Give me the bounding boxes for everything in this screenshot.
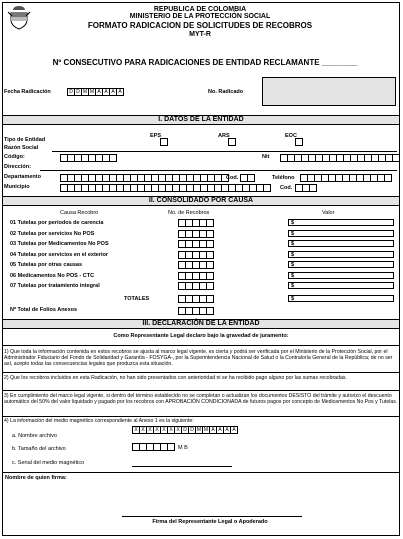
input-cell[interactable]: D [74, 88, 82, 96]
cause-row-label: 05 Tutelas por otras causas [10, 262, 83, 268]
section-3-title: III. DECLARACIÓN DE LA ENTIDAD [3, 319, 399, 329]
divider [3, 472, 399, 473]
input-cell[interactable] [109, 154, 117, 162]
input-cell[interactable]: A [223, 426, 231, 434]
nit-label: Nit [262, 154, 270, 160]
declaracion-p3 [4, 393, 398, 405]
input-cell[interactable]: M [203, 427, 209, 433]
razon-social-line[interactable] [52, 151, 397, 152]
cause-row-label: 01 Tutelas por períodos de carencia [10, 220, 104, 226]
eps-checkbox[interactable] [160, 138, 168, 146]
no-radicado-label: No. Radicado [208, 89, 244, 95]
header-line-1: REPUBLICA DE COLOMBIA [153, 6, 247, 13]
input-cell[interactable]: A [116, 88, 124, 96]
cause-row-label: 06 Medicamentos No POS - CTC [10, 272, 95, 279]
cause-row-count-cells[interactable] [178, 230, 214, 238]
departamento-cells[interactable] [60, 174, 229, 182]
tipo-entidad-label: Tipo de Entidad [4, 137, 46, 143]
tamano-archivo-label: b. Tamaño del archivo [12, 446, 66, 452]
section-1-title: I. DATOS DE LA ENTIDAD [3, 115, 399, 125]
cause-row-count-cells[interactable] [178, 272, 214, 280]
input-cell[interactable] [206, 230, 214, 238]
input-cell[interactable]: A [230, 426, 238, 434]
form-code: MYT-R [189, 31, 211, 38]
input-cell[interactable] [206, 219, 214, 227]
declaracion-p4: 4) La información del medio magnético correspondiente al Anexo 1 es la siguiente: [4, 418, 194, 424]
cause-row-count-cells[interactable] [178, 261, 214, 269]
firma-line[interactable] [122, 516, 302, 517]
form-title: FORMATO RADICACION DE SOLICITUDES DE RECOBROS [87, 21, 313, 30]
input-cell[interactable] [309, 184, 317, 192]
input-cell[interactable]: D [188, 426, 196, 434]
input-cell[interactable]: D [181, 426, 189, 434]
input-cell[interactable] [206, 295, 214, 303]
codigo-cells[interactable] [60, 154, 117, 162]
cause-row-count-cells[interactable] [178, 282, 214, 290]
direccion-label: Dirección: [4, 164, 31, 170]
fecha-radicacion-label: Fecha Radicación [4, 89, 51, 95]
input-cell[interactable]: X [132, 426, 140, 434]
no-radicado-box[interactable] [262, 77, 396, 106]
divider [3, 345, 399, 346]
input-cell[interactable] [206, 251, 214, 259]
cause-row-label: 07 Tutelas por tratamiento integral [10, 283, 100, 289]
input-cell[interactable] [167, 443, 175, 451]
valor-header: Valor [322, 210, 335, 216]
tamano-archivo-cells[interactable] [132, 443, 175, 451]
nombre-archivo-label: a. Nombre archivo [12, 433, 57, 439]
codigo-label: Código: [4, 154, 25, 160]
no-recobros-header: No. de Recobros [168, 210, 210, 216]
consecutivo-label: Nº CONSECUTIVO PARA RADICACIONES DE ENTIDAD RECLAMANTE ________ [52, 58, 358, 67]
divider [3, 416, 399, 417]
causa-recobro-header: Causa Recobro [60, 210, 99, 216]
razon-social-label: Razón Social [4, 145, 39, 151]
input-cell[interactable] [206, 261, 214, 269]
firma-label: Firma del Representante Legal o Apoderado [152, 519, 268, 525]
declaracion-p3-text: 3) En cumplimiento del marco legal vigente, si dentro del término establecido no se completan o actualizan los documentos DESISTO del trámite y autorizo el descuento automático del 50% del valor liquidado y pagado por los recobros con APROBACIÓN CONDICIONADA de futuros pagos por concepto de Medicamentos No Pos y Tutelas. [4, 393, 398, 406]
eoc-checkbox[interactable] [295, 138, 303, 146]
divider [3, 372, 399, 373]
coat-of-arms-icon [6, 4, 32, 30]
input-cell[interactable] [384, 174, 392, 182]
cause-row-valor-box[interactable]: $ [288, 261, 394, 268]
declaracion-p1: 1) Que toda la información contenida en estos recobros se ajusta al marco legal vigente, es cierta y podrá ser verificada por el Ministerio de la Protección Social, por el Administrador Fiduciario del Fondo de Solidaridad y Garantía - FOSYGA-, por la Superintendencia Nacional de Salud o la Contraloría General de la República; de no ser así, acepto todas las consecuencias legales que produzca esta situación. [4, 349, 393, 368]
cause-row-label: 02 Tutelas por servicios No POS [10, 230, 95, 237]
eps-label: EPS [150, 133, 162, 139]
cause-row-count-cells[interactable] [178, 219, 214, 227]
input-cell[interactable]: X [174, 426, 182, 434]
input-cell[interactable]: X [167, 426, 175, 434]
input-cell[interactable]: D [67, 88, 75, 96]
departamento-cod-cells[interactable] [240, 174, 255, 182]
input-cell[interactable]: X [153, 426, 161, 434]
header-line-2: MINISTERIO DE LA PROTECCIÓN SOCIAL [129, 13, 271, 20]
municipio-cod-cells[interactable] [295, 184, 317, 192]
input-cell[interactable] [263, 184, 271, 192]
telefono-label: Teléfono [272, 175, 295, 181]
totales-count-cells[interactable] [178, 295, 214, 303]
ars-label: ARS [218, 133, 230, 139]
municipio-cod-label: Cod. [280, 185, 293, 191]
departamento-cod-label: Cod. [226, 175, 239, 181]
input-cell[interactable] [206, 272, 214, 280]
cause-row-valor-box[interactable]: $ [288, 282, 394, 289]
input-cell[interactable]: X [139, 426, 147, 434]
input-cell[interactable]: A [216, 426, 224, 434]
folios-label: Nº Total de Folios Anexos [10, 307, 78, 313]
telefono-cells[interactable] [300, 174, 392, 182]
input-cell[interactable]: M [89, 89, 95, 95]
nombre-archivo-cells[interactable] [132, 426, 238, 434]
divider [3, 390, 399, 391]
totales-valor-box[interactable]: $ [288, 295, 394, 302]
cause-row-valor-box[interactable]: $ [288, 240, 394, 247]
eoc-label: EOC [285, 133, 297, 139]
cause-row-count-cells[interactable] [178, 240, 214, 248]
input-cell[interactable] [206, 307, 214, 315]
departamento-label: Departamento [4, 174, 41, 180]
input-cell[interactable]: X [146, 426, 154, 434]
declaracion-intro: Como Representante Legal declaro bajo la gravedad de juramento: [113, 333, 289, 339]
input-cell[interactable] [392, 154, 400, 162]
input-cell[interactable]: A [102, 88, 110, 96]
input-cell[interactable]: M [196, 427, 202, 433]
ars-checkbox[interactable] [228, 138, 236, 146]
input-cell[interactable]: A [109, 88, 117, 96]
municipio-cells[interactable] [60, 184, 271, 192]
serial-medio-line[interactable] [132, 466, 232, 467]
cause-row-count-cells[interactable] [178, 251, 214, 259]
cause-row-valor-box[interactable]: $ [288, 219, 394, 226]
input-cell[interactable]: A [95, 88, 103, 96]
fecha-radicacion-cells[interactable] [67, 88, 124, 96]
input-cell[interactable]: A [209, 426, 217, 434]
cause-row-valor-box[interactable]: $ [288, 251, 394, 258]
declaracion-p2: 2) Que los recobros incluidos en esta Radicación, no han sido presentados con anterioridad ni se ha recibido pago alguno por las sumas recobradas. [4, 375, 347, 381]
cause-row-valor-box[interactable]: $ [288, 272, 394, 279]
section-2-title: II. CONSOLIDADO POR CAUSA [3, 196, 399, 206]
municipio-label: Municipio [4, 184, 30, 190]
serial-medio-label: c. Serial del medio magnético [12, 460, 85, 466]
totales-label: TOTALES [124, 296, 150, 302]
nit-cells[interactable] [280, 154, 400, 162]
input-cell[interactable] [206, 240, 214, 248]
folios-cells[interactable] [178, 307, 214, 315]
cause-row-valor-box[interactable]: $ [288, 230, 394, 237]
direccion-line[interactable] [40, 170, 397, 171]
cause-row-label: 04 Tutelas por servicios en el exterior [10, 251, 109, 258]
nombre-quien-firma-label: Nombre de quien firma: [5, 475, 67, 481]
mb-label: M B [178, 445, 188, 451]
input-cell[interactable] [247, 174, 255, 182]
cause-row-label: 03 Tutelas por Medicamentos No POS [10, 241, 109, 247]
input-cell[interactable]: M [82, 89, 88, 95]
input-cell[interactable]: X [160, 426, 168, 434]
input-cell[interactable] [206, 282, 214, 290]
